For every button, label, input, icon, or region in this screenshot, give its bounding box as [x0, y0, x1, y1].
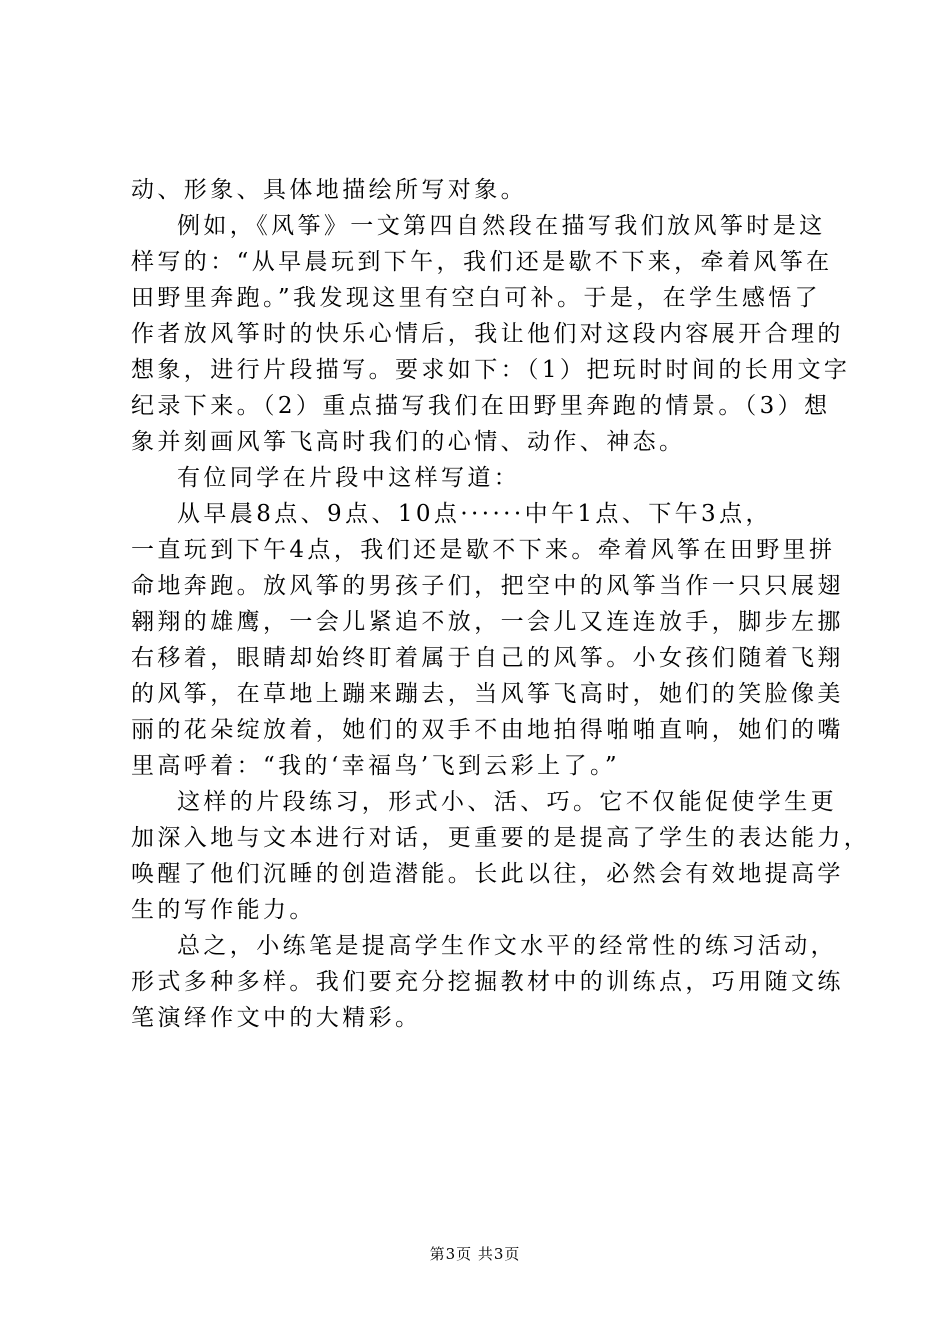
text-line: 右移着，眼睛却始终盯着属于自己的风筝。小女孩们随着飞翔	[131, 645, 844, 671]
page-number-footer: 第3页 共3页	[429, 1245, 521, 1263]
text-line: 命地奔跑。放风筝的男孩子们，把空中的风筝当作一只只展翅	[131, 573, 844, 599]
paragraph-start-line: 总之，小练笔是提高学生作文水平的经常性的练习活动，	[177, 933, 837, 959]
text-line: 样写的：“从早晨玩到下午，我们还是歇不下来，牵着风筝在	[131, 249, 833, 275]
text-line: 一直玩到下午4点，我们还是歇不下来。牵着风筝在田野里拼	[131, 537, 836, 563]
text-line: 象并刻画风筝飞高时我们的心情、动作、神态。	[131, 429, 686, 455]
paragraph-start-line: 例如，《风筝》一文第四自然段在描写我们放风筝时是这	[177, 213, 826, 239]
paragraph-start-line: 这样的片段练习，形式小、活、巧。它不仅能促使学生更	[177, 789, 837, 815]
paragraph-start-line: 从早晨8点、9点、10点······中午1点、下午3点，	[177, 501, 772, 527]
text-line: 唤醒了他们沉睡的创造潜能。长此以往，必然会有效地提高学	[131, 861, 844, 887]
text-line: 想象，进行片段描写。要求如下：（1）把玩时时间的长用文字	[131, 357, 851, 383]
text-line: 丽的花朵绽放着，她们的双手不由地拍得啪啪直响，她们的嘴	[131, 717, 844, 743]
text-line: 纪录下来。（2）重点描写我们在田野里奔跑的情景。（3）想	[131, 393, 831, 419]
text-line: 的风筝，在草地上蹦来蹦去，当风筝飞高时，她们的笑脸像美	[131, 681, 844, 707]
text-line: 田野里奔跑。”我发现这里有空白可补。于是，在学生感悟了	[131, 285, 822, 311]
text-line: 生的写作能力。	[131, 897, 316, 923]
text-line: 形式多种多样。我们要充分挖掘教材中的训练点，巧用随文练	[131, 969, 844, 995]
text-line: 翱翔的雄鹰，一会儿紧追不放，一会儿又连连放手，脚步左挪	[131, 609, 844, 635]
text-line: 加深入地与文本进行对话，更重要的是提高了学生的表达能力，	[131, 825, 871, 851]
text-line: 笔演绎作文中的大精彩。	[131, 1005, 422, 1031]
body-text	[131, 172, 871, 1036]
text-line: 作者放风筝时的快乐心情后，我让他们对这段内容展开合理的	[131, 321, 844, 347]
paragraph-start-line: 有位同学在片段中这样写道：	[177, 465, 521, 491]
text-line: 动、形象、具体地描绘所写对象。	[131, 177, 527, 203]
text-line: 里高呼着：“我的‘幸福鸟’飞到云彩上了。”	[131, 753, 621, 779]
